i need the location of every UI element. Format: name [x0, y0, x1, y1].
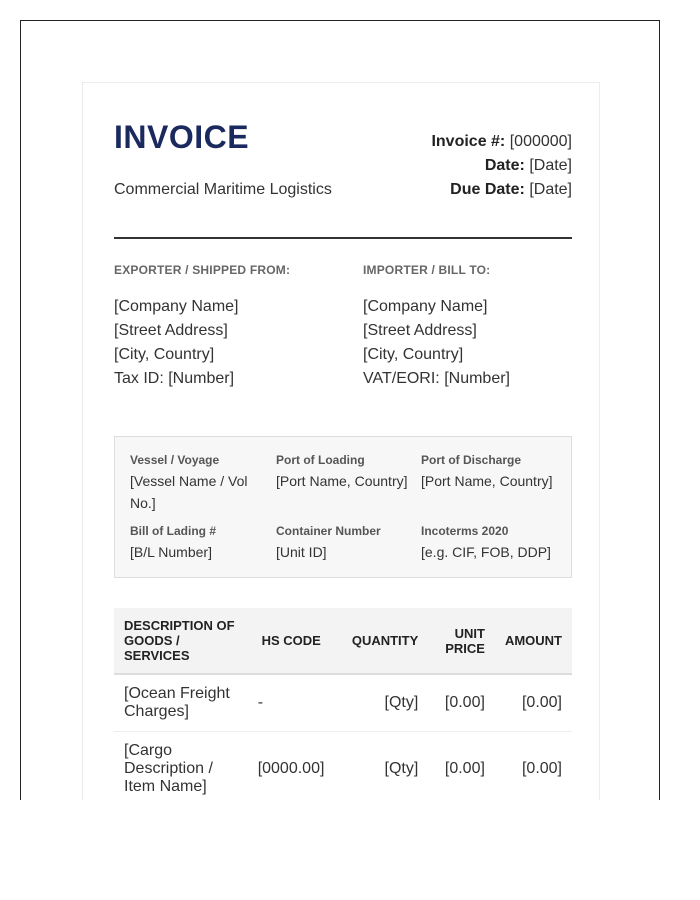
- hs-code-header: HS CODE: [248, 608, 335, 674]
- importer-section: [363, 263, 583, 391]
- table-row: [114, 674, 572, 732]
- invoice-date-row: [431, 154, 572, 178]
- company-name: Commercial Maritime Logistics: [114, 181, 332, 198]
- shipping-details-box: [114, 436, 572, 578]
- vessel-voyage-label: Vessel / Voyage: [130, 453, 220, 467]
- header-divider: [114, 237, 572, 239]
- bill-of-lading-value: [B/L Number]: [130, 544, 212, 560]
- invoice-title: INVOICE: [114, 119, 250, 155]
- due-date-value: [Date]: [529, 181, 572, 198]
- vessel-voyage-value: [Vessel Name / Vol No.]: [130, 473, 248, 511]
- importer-street: [Street Address]: [363, 322, 477, 339]
- hs-code-cell: [0000.00]: [248, 732, 335, 801]
- port-of-discharge-label: Port of Discharge: [421, 453, 522, 467]
- invoice-date-label: Date:: [484, 157, 525, 174]
- amount-cell: [0.00]: [495, 674, 572, 732]
- incoterms-value: [e.g. CIF, FOB, DDP]: [421, 544, 551, 560]
- due-date-row: [431, 178, 572, 202]
- incoterms-label: Incoterms 2020: [421, 524, 509, 538]
- amount-cell: [0.00]: [495, 732, 572, 801]
- quantity-header: QUANTITY: [335, 608, 429, 674]
- port-of-loading-label: Port of Loading: [276, 453, 365, 467]
- importer-city: [City, Country]: [363, 346, 464, 363]
- quantity-cell: [Qty]: [335, 732, 429, 801]
- invoice-number-value: [000000]: [509, 133, 572, 150]
- description-header: DESCRIPTION OF GOODS / SERVICES: [114, 608, 248, 674]
- importer-company: [Company Name]: [363, 298, 488, 315]
- invoice-meta: [431, 130, 572, 202]
- invoice-number-label: Invoice #:: [431, 133, 506, 150]
- container-number-field: [276, 524, 416, 563]
- importer-vat: VAT/EORI: [Number]: [363, 370, 510, 387]
- port-of-discharge-field: [421, 453, 561, 492]
- bill-of-lading-label: Bill of Lading #: [130, 524, 216, 538]
- exporter-company: [Company Name]: [114, 298, 239, 315]
- unit-price-cell: [0.00]: [428, 674, 495, 732]
- exporter-section: [114, 263, 334, 391]
- exporter-street: [Street Address]: [114, 322, 228, 339]
- exporter-city: [City, Country]: [114, 346, 215, 363]
- unit-price-cell: [0.00]: [428, 732, 495, 801]
- unit-price-header: UNIT PRICE: [428, 608, 495, 674]
- description-cell: [Ocean Freight Charges]: [114, 674, 248, 732]
- invoice-page: [82, 82, 600, 800]
- invoice-date-value: [Date]: [529, 157, 572, 174]
- table-header-row: [114, 608, 572, 674]
- amount-header: AMOUNT: [495, 608, 572, 674]
- bill-of-lading-field: [130, 524, 270, 563]
- document-viewport: [20, 20, 660, 800]
- description-cell: [Cargo Description / Item Name]: [114, 732, 248, 801]
- table-row: [114, 732, 572, 801]
- container-number-label: Container Number: [276, 524, 381, 538]
- line-items-table: [114, 608, 572, 800]
- exporter-label: EXPORTER / SHIPPED FROM:: [114, 263, 291, 277]
- quantity-cell: [Qty]: [335, 674, 429, 732]
- hs-code-cell: -: [248, 674, 335, 732]
- port-of-loading-field: [276, 453, 416, 492]
- exporter-tax-id: Tax ID: [Number]: [114, 370, 235, 387]
- vessel-voyage-field: [130, 453, 270, 514]
- port-of-loading-value: [Port Name, Country]: [276, 473, 408, 489]
- due-date-label: Due Date:: [450, 181, 525, 198]
- invoice-number-row: [431, 130, 572, 154]
- container-number-value: [Unit ID]: [276, 544, 327, 560]
- incoterms-field: [421, 524, 561, 563]
- port-of-discharge-value: [Port Name, Country]: [421, 473, 553, 489]
- importer-label: IMPORTER / BILL TO:: [363, 263, 491, 277]
